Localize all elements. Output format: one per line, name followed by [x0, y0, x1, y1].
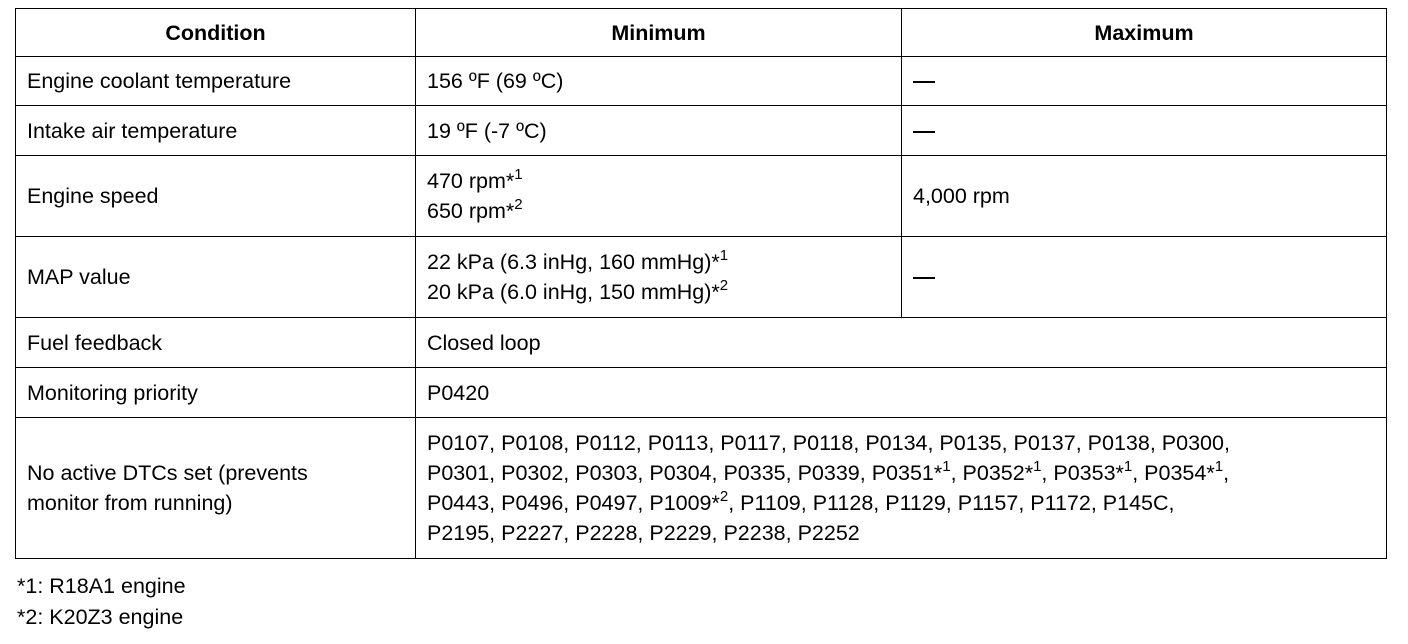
condition-cell: MAP value	[16, 237, 416, 318]
table-row	[16, 156, 1387, 237]
value-cell: P0420	[416, 368, 1387, 418]
header-minimum: Minimum	[416, 9, 902, 57]
table-row	[16, 237, 1387, 318]
dtc-line: P2195, P2227, P2228, P2229, P2238, P2252	[427, 521, 860, 545]
table-row	[16, 57, 1387, 106]
footnote: *1: R18A1 engine	[17, 574, 186, 598]
condition-cell: Fuel feedback	[16, 318, 416, 368]
condition-cell: Intake air temperature	[16, 106, 416, 156]
footnote: *2: K20Z3 engine	[17, 605, 184, 629]
minimum-line: 20 kPa (6.0 inHg, 150 mmHg)*$^2$	[427, 276, 729, 304]
minimum-line: 650 rpm*$^2$	[427, 195, 523, 223]
dtc-line: P0443, P0496, P0497, P1009*$^2$, P1109, P1128, P1129, P1157, P1172, P145C,	[427, 487, 1175, 515]
table-row	[16, 106, 1387, 156]
header-condition: Condition	[16, 9, 416, 57]
maximum-cell	[902, 57, 1387, 106]
condition-cell: No active DTCs set (prevents monitor from running)	[16, 418, 416, 559]
condition-cell: Engine speed	[16, 156, 416, 237]
dtc-line: P0301, P0302, P0303, P0304, P0335, P0339, P0351*$^1$, P0352*$^1$, P0353*$^1$, P0354*$^1$,	[427, 457, 1230, 485]
header-maximum: Maximum	[902, 9, 1387, 57]
table-row	[16, 368, 1387, 418]
table-row	[16, 418, 1387, 559]
minimum-line: 22 kPa (6.3 inHg, 160 mmHg)*$^1$	[427, 246, 729, 274]
minimum-cell	[416, 237, 902, 318]
conditions-table	[15, 8, 1387, 559]
table-header-row	[16, 9, 1387, 57]
maximum-cell: 4,000 rpm	[902, 156, 1387, 237]
footnotes	[17, 571, 186, 633]
dtc-list-cell	[416, 418, 1387, 559]
em-dash	[913, 277, 935, 279]
dtc-line: P0107, P0108, P0112, P0113, P0117, P0118, P0134, P0135, P0137, P0138, P0300,	[427, 431, 1230, 455]
maximum-cell	[902, 106, 1387, 156]
minimum-line: 470 rpm*$^1$	[427, 165, 523, 193]
value-cell: Closed loop	[416, 318, 1387, 368]
minimum-cell: 156 ºF (69 ºC)	[416, 57, 902, 106]
em-dash	[913, 131, 935, 133]
minimum-cell: 19 ºF (-7 ºC)	[416, 106, 902, 156]
em-dash	[913, 81, 935, 83]
table-row	[16, 318, 1387, 368]
condition-cell: Engine coolant temperature	[16, 57, 416, 106]
maximum-cell	[902, 237, 1387, 318]
minimum-cell	[416, 156, 902, 237]
condition-cell: Monitoring priority	[16, 368, 416, 418]
